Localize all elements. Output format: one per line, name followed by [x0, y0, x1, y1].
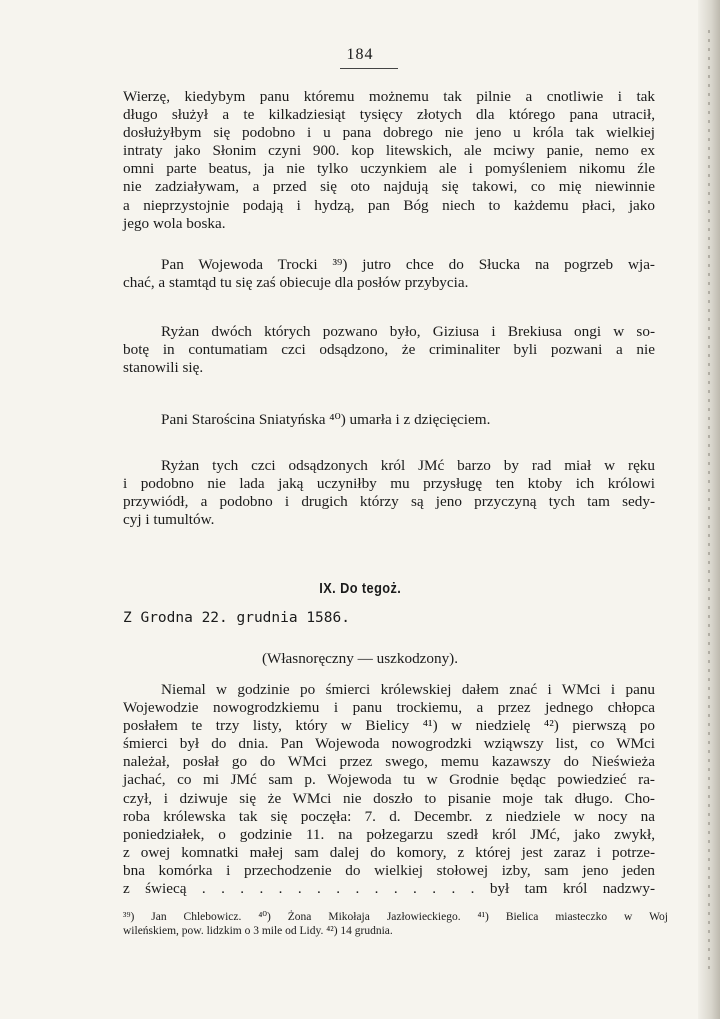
- text-line: cyj i tumultów.: [123, 511, 215, 529]
- text-line: przywiódł, a podobno i drugich którzy są jeno przyczyną tych tam sedy-: [123, 493, 655, 511]
- paragraph-6: [123, 681, 655, 898]
- text-line: intraty jako Słonim czyni 900. kop litewskich, ale mciwy panie, nemo ex: [123, 142, 655, 160]
- text-line: jachać, co mi JMć sam p. Wojewoda tu w Grodnie będąc powiedzieć ra-: [123, 771, 655, 789]
- text-line: bna komórka i przechodzenie do wielkiej stołowej izby, sam jeno jeden: [123, 861, 655, 879]
- text-line: a nieprzystojnie podają i hydzą, pan Bóg niech to każdemu płaci, jako: [123, 196, 655, 214]
- text-line: Pan Wojewoda Trocki ³⁹) jutro chce do Słucka na pogrzeb wja-: [161, 256, 655, 273]
- text-line: nie zadziaływam, a przed się oto najdują się takowi, co mię niewinnie: [123, 178, 655, 196]
- text-line: poniedziałek, o godzinie 11. na połzegarzu szedł król JMć, jako zwykł,: [123, 825, 655, 843]
- text-line: posłałem te trzy listy, który w Bielicy ⁴¹) w niedzielę ⁴²) pierwszą po: [123, 717, 655, 735]
- text-line: i podobno nie lada jaką uczyniłby mu przysługę ten ktoby ich królowi: [123, 475, 655, 493]
- paragraph-5: [123, 457, 655, 529]
- text-line: dosłużyłbym się podobno i u pana dobrego nie jeno u króla tak wielkiej: [123, 124, 655, 142]
- paragraph-3: [123, 323, 655, 377]
- text-line: należał, posłał go do WMci przez swego, memu kazawszy do Nieświeża: [123, 753, 655, 771]
- paragraph-1: [123, 88, 655, 233]
- text-line: botę in contumatiam czci odsądzono, że criminaliter byli pozwani a nie: [123, 341, 655, 359]
- letter-heading: IX. Do tegoż.: [318, 580, 402, 597]
- text-line: Wojewodzie nowogrodzkiemu i panu trockiemu, a przez jednego chłopca: [123, 699, 655, 717]
- footnote-line: wileńskiem, pow. lidzkim o 3 mile od Lidy. ⁴²) 14 grudnia.: [123, 925, 393, 937]
- text-line: chać, a stamtąd tu się zaś obiecuje dla posłów przybycia.: [123, 274, 469, 292]
- paragraph-2: [123, 256, 655, 292]
- text-line: Ryżan dwóch których pozwano było, Giziusa i Brekiusa ongi w so-: [161, 323, 655, 340]
- text-line: roba królewska tak się poczęła: 7. d. Decembr. z niedziele w nocy na: [123, 807, 655, 825]
- manuscript-note: (Własnoręczny — uszkodzony).: [261, 650, 459, 667]
- paragraph-4: [123, 411, 655, 429]
- text-line: omni parte beatus, ja nie tylko uczynkiem ale i pomyśleniem nikomu źle: [123, 160, 655, 178]
- text-line: z owej komnatki małej sam dalej do komory, z której jest zaraz i potrze-: [123, 843, 655, 861]
- letter-dateline: Z Grodna 22. grudnia 1586.: [123, 610, 350, 626]
- text-line: Wierzę, kiedybym panu któremu możnemu tak pilnie a cnotliwie i tak: [123, 88, 655, 105]
- footnote-line: ³⁹) Jan Chlebowicz. ⁴⁰) Żona Mikołaja Jazłowieckiego. ⁴¹) Bielica miasteczko w Woj: [123, 911, 668, 923]
- text-line: jego wola boska.: [123, 214, 226, 232]
- footnotes: [123, 910, 668, 938]
- text-line: czył, i dziwuje się że WMci nie doszło to pisanie moje tak długo. Cho-: [123, 789, 655, 807]
- page-number-rule: [340, 68, 398, 69]
- text-line: stanowili się.: [123, 359, 204, 377]
- text-line: z świecą . . . . . . . . . . . . . . . był tam król nadzwy-: [123, 880, 655, 898]
- text-line: Niemal w godzinie po śmierci królewskiej dałem znać i WMci i panu: [161, 681, 655, 698]
- page-number: 184: [346, 46, 374, 63]
- text-line: śmierci był do dnia. Pan Wojewoda nowogrodzki wziąwszy list, co WMci: [123, 735, 655, 753]
- text-line: Pani Starościna Sniatyńska ⁴⁰) umarła i z dzięcięciem.: [161, 411, 491, 428]
- text-line: Ryżan tych czci odsądzonych król JMć barzo by rad miał w ręku: [161, 457, 655, 474]
- text-line: długo służył a te kilkadziesiąt tysięcy złotych dla którego pana utracił,: [123, 106, 655, 124]
- page-edge-shadow: [698, 0, 720, 1019]
